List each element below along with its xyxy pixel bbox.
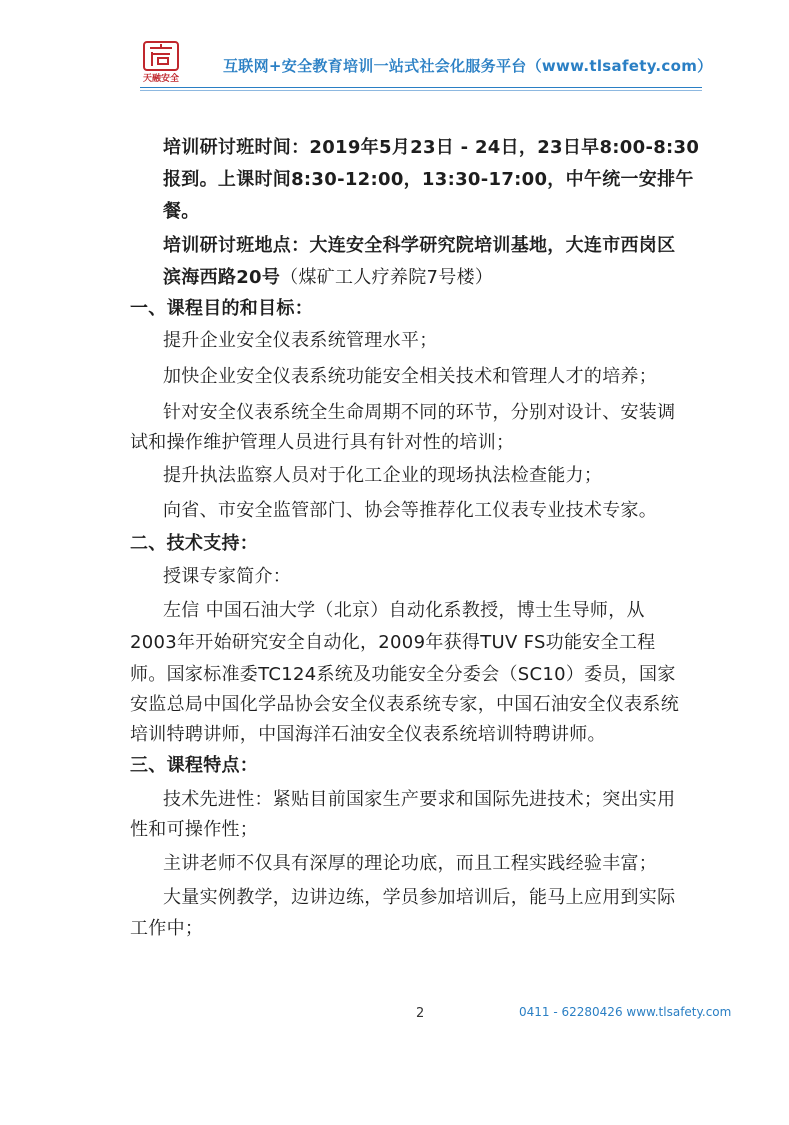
header-divider [140,87,702,88]
section-2-line: 左信 中国石油大学（北京）自动化系教授，博士生导师，从 [163,600,645,621]
place-line-1: 培训研讨班地点：大连安全科学研究院培训基地，大连市西岗区 [163,235,676,256]
header-divider-secondary [140,90,702,91]
section-1-item: 提升执法监察人员对于化工企业的现场执法检查能力； [163,465,603,486]
time-line-1: 培训研讨班时间：2019年5月23日 - 24日，23日早8:00-8:30 [163,137,700,158]
time-line-2: 报到。上课时间8:30-12:00，13:30-17:00，中午统一安排午 [163,169,694,190]
section-3-title: 三、课程特点： [130,755,259,776]
section-1-item: 向省、市安全监管部门、协会等推荐化工仪表专业技术专家。 [163,500,658,521]
footer-contact: 0411 - 62280426 www.tlsafety.com [519,1005,732,1019]
section-1-item: 试和操作维护管理人员进行具有针对性的培训； [130,432,515,453]
section-1-item: 提升企业安全仪表系统管理水平； [163,330,438,351]
page-number: 2 [416,1006,425,1021]
logo-text: 天融安全 [142,74,179,84]
logo-mark-icon [140,40,182,72]
section-1-item: 加快企业安全仪表系统功能安全相关技术和管理人才的培养； [163,366,658,387]
section-2-line: 培训特聘讲师，中国海洋石油安全仪表系统培训特聘讲师。 [130,724,606,745]
place-line-2 [163,263,493,289]
section-3-line: 大量实例教学，边讲边练，学员参加培训后，能马上应用到实际 [163,887,676,908]
section-2-title: 二、技术支持： [130,533,259,554]
place-address: 滨海西路20号 [163,267,281,288]
section-3-line: 工作中； [130,918,204,939]
page-header [140,40,713,90]
time-line-3: 餐。 [163,201,200,222]
section-2-line: 2003年开始研究安全自动化，2009年获得TUV FS功能安全工程 [130,632,656,653]
section-3-line: 技术先进性：紧贴目前国家生产要求和国际先进技术；突出实用 [163,789,676,810]
section-3-line: 性和可操作性； [130,819,259,840]
section-1-title: 一、课程目的和目标： [130,298,313,319]
header-title: 互联网+安全教育培训一站式社会化服务平台（www.tlsafety.com） [223,57,713,75]
logo [140,40,182,84]
section-2-line: 师。国家标准委TC124系统及功能安全分委会（SC10）委员，国家 [130,664,676,685]
section-3-line: 主讲老师不仅具有深厚的理论功底，而且工程实践经验丰富； [163,853,658,874]
section-2-line: 安监总局中国化学品协会安全仪表系统专家，中国石油安全仪表系统 [130,694,679,715]
section-1-item: 针对安全仪表系统全生命周期不同的环节，分别对设计、安装调 [163,402,676,423]
place-building: （煤矿工人疗养院7号楼） [280,267,494,288]
section-2-line: 授课专家简介： [163,566,292,587]
